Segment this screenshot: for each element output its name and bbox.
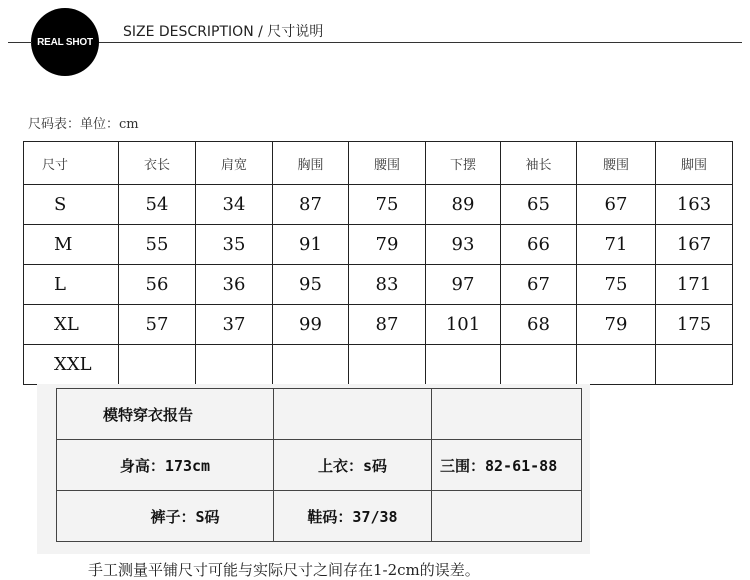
value-cell: 97 [426,265,501,305]
value-cell: 75 [577,265,656,305]
value-cell: 37 [196,305,273,345]
header-cell: 腰围 [577,142,656,185]
value-cell: 34 [196,185,273,225]
real-shot-badge [31,8,99,76]
header-cell: 下摆 [426,142,501,185]
value-cell [426,345,501,385]
header-cell: 衣长 [119,142,196,185]
value-cell: 167 [656,225,733,265]
model-measurements: 三围：82-61-88 [432,440,582,491]
model-shoe-size: 鞋码：37/38 [274,491,432,542]
measurement-disclaimer: 手工测量平铺尺寸可能与实际尺寸之间存在1-2cm的误差。 [88,561,480,579]
model-top-size: 上衣：s码 [274,440,432,491]
size-table-header-row [24,142,733,185]
value-cell: 75 [349,185,426,225]
empty-cell [274,389,432,440]
value-cell: 35 [196,225,273,265]
model-pants-size: 裤子：S码 [57,491,274,542]
table-row [24,225,733,265]
header-cell: 袖长 [501,142,577,185]
value-cell [501,345,577,385]
value-cell [273,345,349,385]
table-row [24,305,733,345]
header-cell: 尺寸 [24,142,119,185]
value-cell [196,345,273,385]
table-row [24,185,733,225]
size-table [23,141,733,385]
value-cell: 67 [501,265,577,305]
unit-note: 尺码表：单位：cm [28,117,139,132]
value-cell: 87 [273,185,349,225]
value-cell: 36 [196,265,273,305]
value-cell: 175 [656,305,733,345]
header-cell: 脚围 [656,142,733,185]
value-cell: 83 [349,265,426,305]
value-cell: 89 [426,185,501,225]
value-cell: 87 [349,305,426,345]
header-cell: 腰围 [349,142,426,185]
badge-label: REAL SHOT [37,36,93,48]
value-cell: 79 [577,305,656,345]
header-cell: 肩宽 [196,142,273,185]
value-cell: 66 [501,225,577,265]
model-report-title: 模特穿衣报告 [57,389,274,440]
model-report-row [57,389,582,440]
header-cell: 胸围 [273,142,349,185]
section-title: SIZE DESCRIPTION / 尺寸说明 [123,24,324,40]
value-cell: 171 [656,265,733,305]
header-divider-left [8,42,32,43]
value-cell: 56 [119,265,196,305]
model-report-table [56,388,582,542]
value-cell: 101 [426,305,501,345]
empty-cell [432,491,582,542]
model-report-row [57,440,582,491]
value-cell: 54 [119,185,196,225]
table-row [24,265,733,305]
value-cell: 55 [119,225,196,265]
empty-cell [432,389,582,440]
value-cell [349,345,426,385]
value-cell [577,345,656,385]
value-cell: 99 [273,305,349,345]
table-row [24,345,733,385]
value-cell [119,345,196,385]
value-cell: 65 [501,185,577,225]
model-height: 身高：173cm [57,440,274,491]
size-cell: L [24,265,119,305]
value-cell: 68 [501,305,577,345]
header-divider-right [99,42,742,43]
value-cell: 67 [577,185,656,225]
size-cell: XL [24,305,119,345]
value-cell: 93 [426,225,501,265]
model-report-row [57,491,582,542]
value-cell: 91 [273,225,349,265]
value-cell: 95 [273,265,349,305]
value-cell [656,345,733,385]
value-cell: 163 [656,185,733,225]
size-cell: M [24,225,119,265]
size-cell: S [24,185,119,225]
value-cell: 79 [349,225,426,265]
value-cell: 57 [119,305,196,345]
value-cell: 71 [577,225,656,265]
size-cell: XXL [24,345,119,385]
